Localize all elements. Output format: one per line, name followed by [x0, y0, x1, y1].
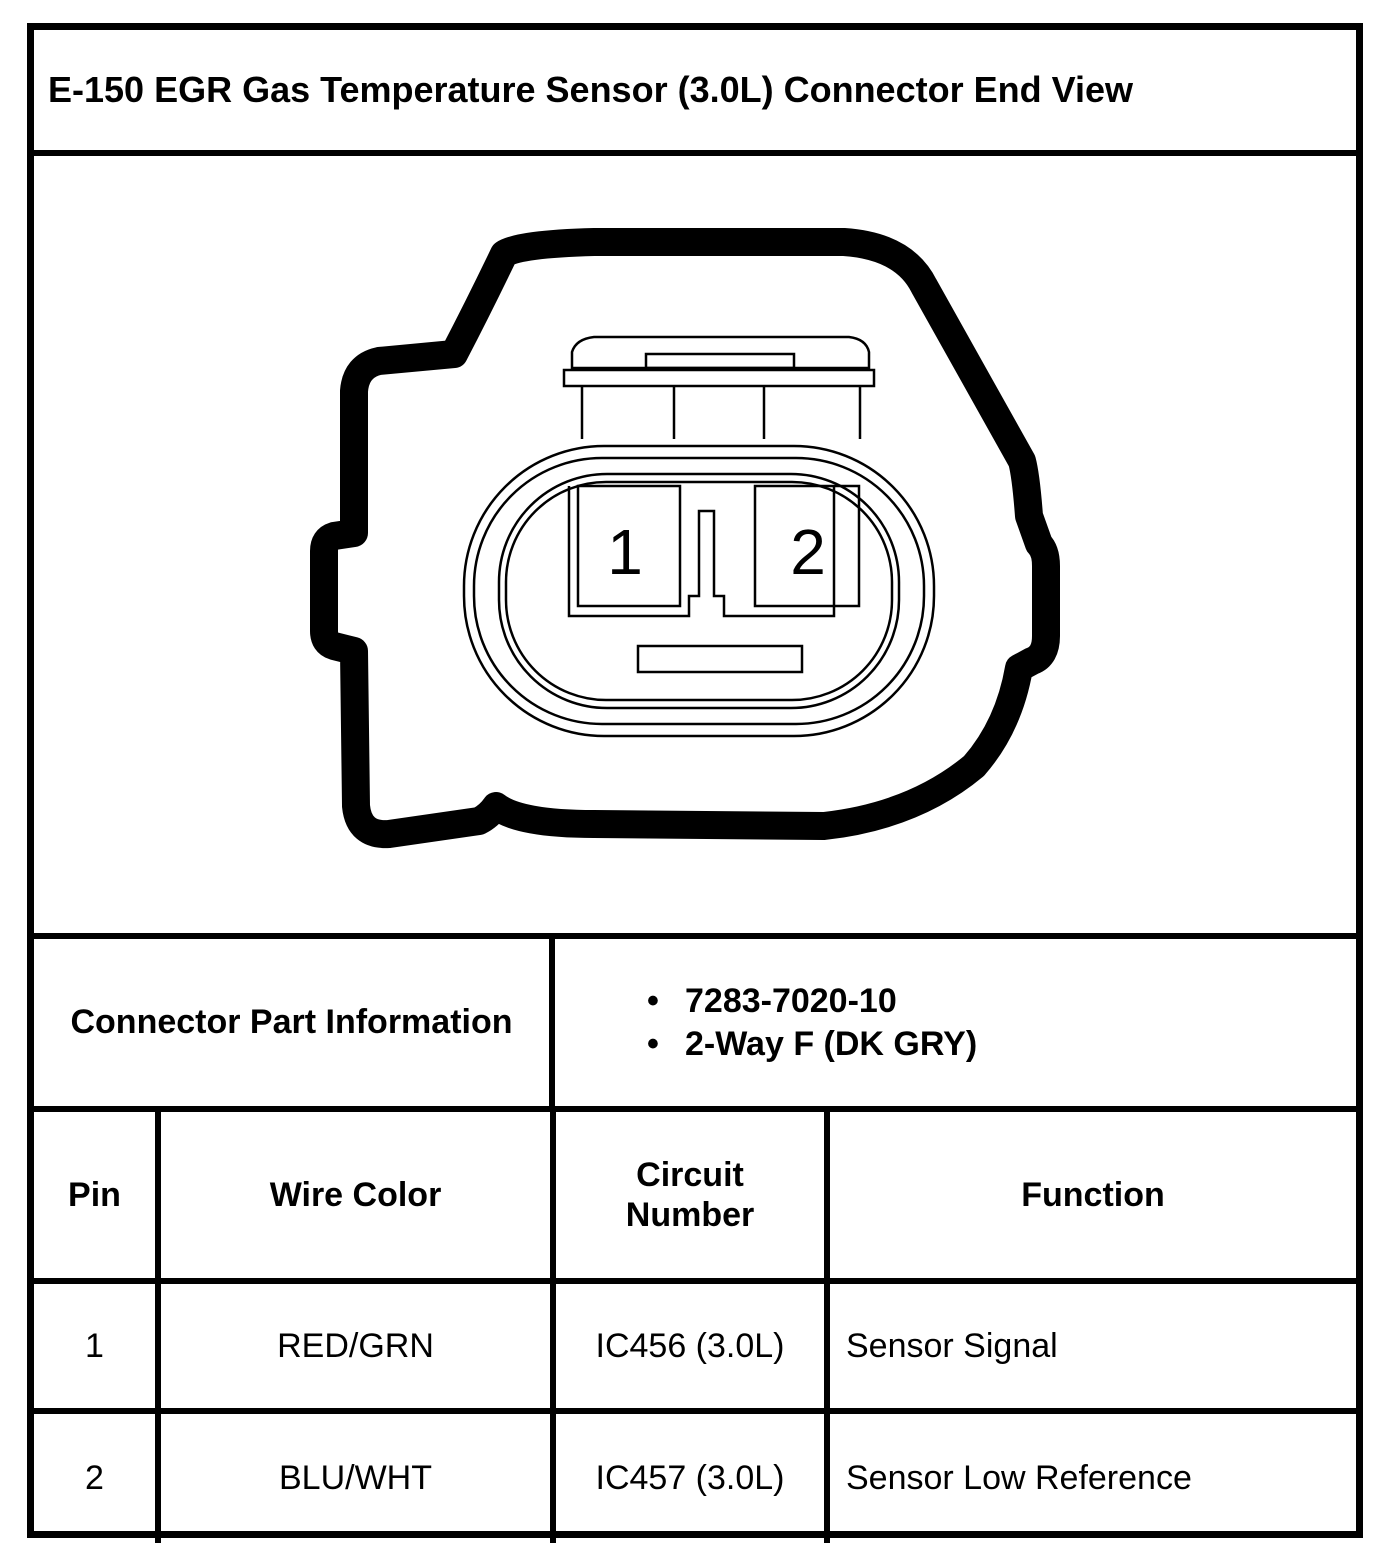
header-circuit-number: Circuit Number	[556, 1112, 830, 1278]
table-header-row	[34, 1112, 1356, 1284]
header-wire-color: Wire Color	[161, 1112, 556, 1278]
connector-document	[27, 23, 1363, 1538]
connector-end-view-drawing	[34, 156, 1356, 933]
clipped-page-header	[0, 0, 1391, 8]
table-row	[34, 1284, 1356, 1414]
connector-face	[464, 446, 934, 736]
cell-circuit-number: IC457 (3.0L)	[556, 1414, 830, 1543]
cell-pin: 2	[34, 1414, 161, 1543]
latch	[564, 337, 874, 439]
cell-wire-color: BLU/WHT	[161, 1414, 556, 1543]
connector-diagram	[34, 156, 1356, 939]
connector-part-list	[555, 939, 1356, 1106]
table-row	[34, 1414, 1356, 1543]
connector-housing-outline	[324, 242, 1046, 834]
part-number: • 7283-7020-10	[647, 980, 1356, 1023]
part-description: • 2-Way F (DK GRY)	[647, 1023, 1356, 1066]
cell-function: Sensor Low Reference	[846, 1459, 1192, 1497]
header-function: Function	[1021, 1175, 1165, 1214]
cell-function: Sensor Signal	[846, 1326, 1058, 1365]
connector-part-row	[34, 939, 1356, 1112]
pin-label-1: 1	[607, 516, 643, 588]
title-row	[34, 30, 1356, 156]
connector-part-label: Connector Part Information	[34, 939, 555, 1106]
cell-circuit-number: IC456 (3.0L)	[556, 1284, 830, 1408]
pin-label-2: 2	[790, 516, 826, 588]
page-title: E-150 EGR Gas Temperature Sensor (3.0L) Connector End View	[48, 69, 1133, 110]
cell-pin: 1	[34, 1284, 161, 1408]
cell-wire-color: RED/GRN	[161, 1284, 556, 1408]
header-pin: Pin	[34, 1112, 161, 1278]
